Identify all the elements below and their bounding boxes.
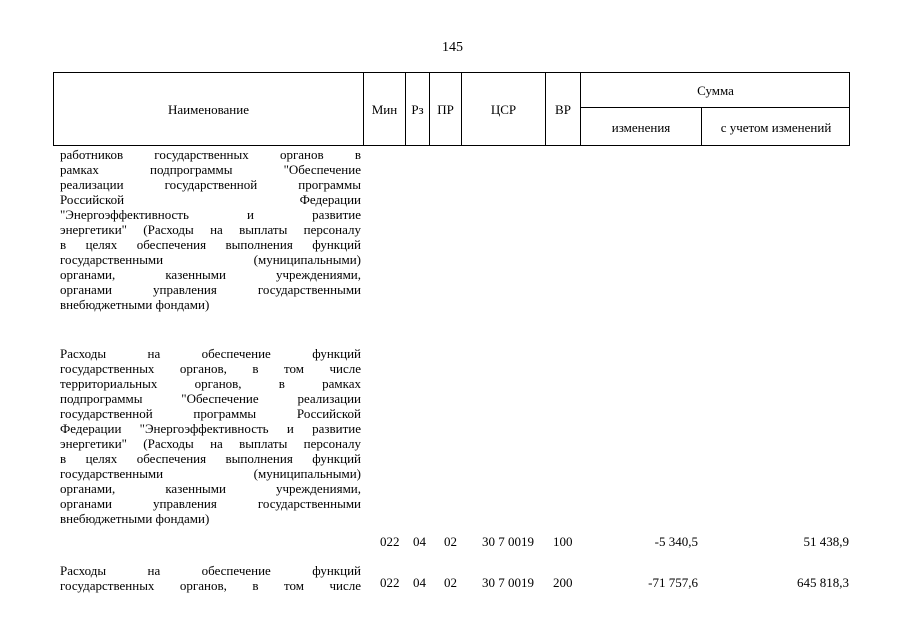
row-min: 022 bbox=[380, 534, 400, 549]
row-min: 022 bbox=[380, 575, 400, 590]
row-name-line: государственной программы Российской bbox=[60, 406, 361, 421]
row-name bbox=[60, 346, 361, 526]
row-name-line: государственными (муниципальными) bbox=[60, 252, 361, 267]
row-name-line: внебюджетными фондами) bbox=[60, 297, 210, 312]
row-change: -71 757,6 bbox=[648, 575, 698, 590]
row-name-line: государственных органов, в том числе bbox=[60, 361, 361, 376]
row-name-line: в целях обеспечения выполнения функций bbox=[60, 451, 361, 466]
row-name-line: реализации государственной программы bbox=[60, 177, 361, 192]
row-name-line: территориальных органов, в рамках bbox=[60, 376, 361, 391]
row-name-line: Расходы на обеспечение функций bbox=[60, 346, 361, 361]
row-change: -5 340,5 bbox=[654, 534, 698, 549]
row-name-line: органами, казенными учреждениями, bbox=[60, 267, 361, 282]
header-right-border bbox=[849, 72, 850, 146]
row-name bbox=[60, 563, 361, 593]
row-pr: 02 bbox=[444, 534, 457, 549]
row-rz: 04 bbox=[413, 534, 426, 549]
row-vr: 200 bbox=[553, 575, 573, 590]
header-with-changes: с учетом изменений bbox=[701, 107, 850, 146]
row-total: 645 818,3 bbox=[797, 575, 849, 590]
header-rz: Рз bbox=[405, 72, 429, 146]
row-csr: 30 7 0019 bbox=[482, 575, 534, 590]
row-name-line: государственных органов, в том числе bbox=[60, 578, 361, 593]
header-csr: ЦСР bbox=[461, 72, 545, 146]
row-name-line: в целях обеспечения выполнения функций bbox=[60, 237, 361, 252]
table-header bbox=[53, 72, 850, 146]
row-name-line: Российской Федерации bbox=[60, 192, 361, 207]
row-name-line: подпрограммы "Обеспечение реализации bbox=[60, 391, 361, 406]
row-vr: 100 bbox=[553, 534, 573, 549]
row-name-line: органами управления государственными bbox=[60, 282, 361, 297]
row-name-line: Расходы на обеспечение функций bbox=[60, 563, 361, 578]
header-change: изменения bbox=[580, 107, 701, 146]
row-total: 51 438,9 bbox=[803, 534, 849, 549]
row-csr: 30 7 0019 bbox=[482, 534, 534, 549]
row-name-line: органами, казенными учреждениями, bbox=[60, 481, 361, 496]
row-name-line: энергетики" (Расходы на выплаты персоналу bbox=[60, 222, 361, 237]
header-vr: ВР bbox=[545, 72, 580, 146]
row-name-line: государственными (муниципальными) bbox=[60, 466, 361, 481]
header-bottom-border bbox=[53, 145, 850, 146]
header-sum: Сумма bbox=[580, 72, 850, 107]
page-number: 145 bbox=[442, 40, 463, 55]
header-min: Мин bbox=[363, 72, 405, 146]
row-name-line: работников государственных органов в bbox=[60, 147, 361, 162]
header-name: Наименование bbox=[53, 72, 363, 146]
row-name-line: Федерации "Энергоэффективность и развитие bbox=[60, 421, 361, 436]
row-name-line: рамках подпрограммы "Обеспечение bbox=[60, 162, 361, 177]
row-name-line: энергетики" (Расходы на выплаты персоналу bbox=[60, 436, 361, 451]
row-pr: 02 bbox=[444, 575, 457, 590]
row-name-line: внебюджетными фондами) bbox=[60, 511, 210, 526]
header-pr: ПР bbox=[429, 72, 461, 146]
row-name-line: "Энергоэффективность и развитие bbox=[60, 207, 361, 222]
row-name-line: органами управления государственными bbox=[60, 496, 361, 511]
row-name bbox=[60, 147, 361, 312]
row-rz: 04 bbox=[413, 575, 426, 590]
